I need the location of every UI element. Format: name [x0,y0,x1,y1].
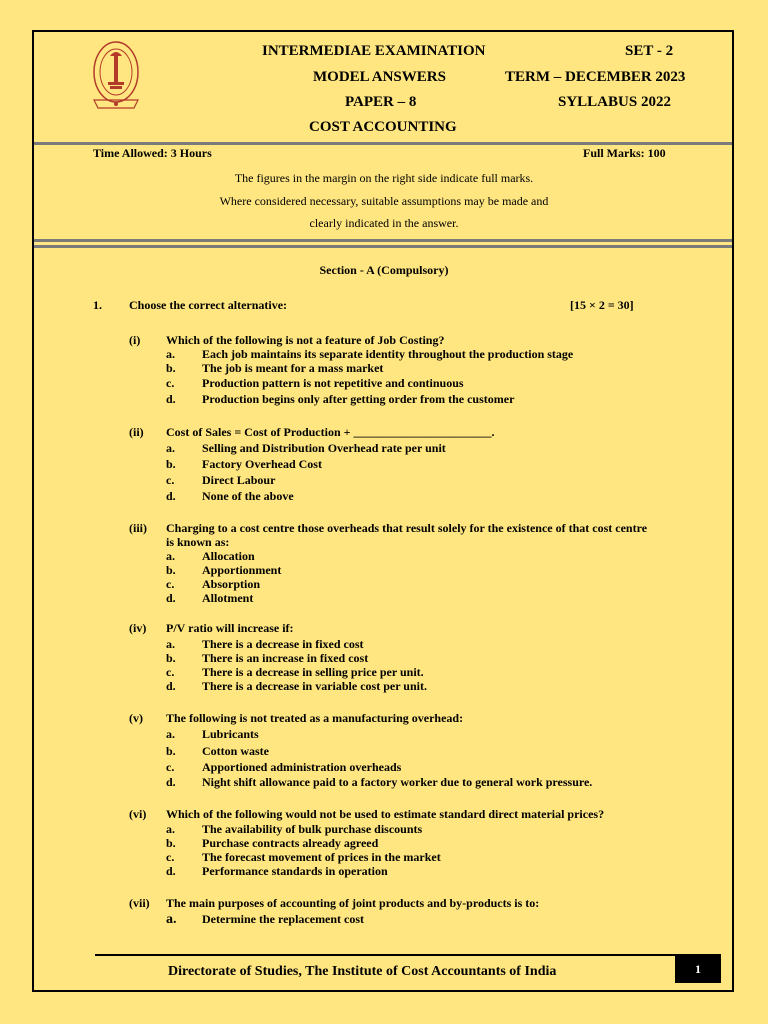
instruction-line-3: clearly indicated in the answer. [309,216,459,230]
subquestion-text: P/V ratio will increase if: [166,621,294,635]
option-text: Absorption [202,577,261,591]
option-letter: c. [166,665,175,679]
option-text: The job is meant for a mass market [202,361,384,375]
option-letter: d. [166,679,176,693]
exam-title: INTERMEDIAE EXAMINATION [262,43,486,59]
option-text: Lubricants [202,727,259,741]
option-letter: c. [166,473,175,487]
option-letter: a. [166,637,175,651]
option-letter: c. [166,376,175,390]
subquestion-number: (v) [129,711,143,725]
option-text: Production begins only after getting order from the customer [202,392,515,406]
paper-label: PAPER – 8 [345,94,417,110]
meta-divider-2 [34,245,732,248]
option-letter: d. [166,864,176,878]
option-text: Each job maintains its separate identity throughout the production stage [202,347,574,361]
option-text: There is an increase in fixed cost [202,651,369,665]
option-letter: a. [166,441,175,455]
section-title: Section - A (Compulsory) [319,263,449,277]
option-text: There is a decrease in fixed cost [202,637,364,651]
term-label: TERM – DECEMBER 2023 [505,69,686,85]
option-text: There is a decrease in selling price per unit. [202,665,424,679]
option-letter: b. [166,651,176,665]
subquestion-text-cont: is known as: [166,535,230,549]
option-letter: c. [166,850,175,864]
subquestion-number: (vii) [129,896,150,910]
option-letter: a. [166,549,175,563]
option-text: Purchase contracts already agreed [202,836,379,850]
option-text: None of the above [202,489,294,503]
subquestion-text: Which of the following would not be used to estimate standard direct material prices? [166,807,605,821]
option-text: There is a decrease in variable cost per unit. [202,679,427,693]
page-number: 1 [675,955,721,983]
option-text: Determine the replacement cost [202,912,365,926]
instruction-line-1: The figures in the margin on the right side indicate full marks. [234,171,534,185]
question-number: 1. [93,298,102,312]
subquestion-number: (iii) [129,521,147,535]
option-letter: a. [166,822,175,836]
option-letter: a. [166,727,175,741]
subquestion-number: (vi) [129,807,147,821]
option-letter: d. [166,591,176,605]
option-letter: b. [166,744,176,758]
option-text: Apportioned administration overheads [202,760,402,774]
institute-logo [90,38,142,114]
model-answers-title: MODEL ANSWERS [313,69,446,85]
meta-divider-1 [34,239,732,242]
subquestion-number: (iv) [129,621,147,635]
option-letter: d. [166,775,176,789]
subquestion-text: Cost of Sales = Cost of Production + _______________________. [166,425,495,439]
subquestion-text: Which of the following is not a feature of Job Costing? [166,333,445,347]
footer-text: Directorate of Studies, The Institute of Cost Accountants of India [168,964,557,979]
option-letter: a. [166,347,175,361]
option-letter: a. [166,912,177,927]
option-letter: b. [166,457,176,471]
option-letter: b. [166,563,176,577]
option-text: Direct Labour [202,473,276,487]
subquestion-text: The following is not treated as a manufacturing overhead: [166,711,464,725]
option-letter: c. [166,577,175,591]
subject-title: COST ACCOUNTING [309,119,457,135]
time-allowed: Time Allowed: 3 Hours [93,146,212,160]
option-letter: b. [166,361,176,375]
question-prompt: Choose the correct alternative: [129,298,288,312]
option-text: Allocation [202,549,255,563]
subquestion-number: (ii) [129,425,144,439]
full-marks: Full Marks: 100 [583,146,666,160]
option-text: Allotment [202,591,254,605]
option-letter: d. [166,489,176,503]
option-text: Night shift allowance paid to a factory worker due to general work pressure. [202,775,593,789]
subquestion-text: Charging to a cost centre those overheads that result solely for the existence of that cost centre [166,521,648,535]
option-letter: d. [166,392,176,406]
option-text: The forecast movement of prices in the market [202,850,441,864]
option-letter: b. [166,836,176,850]
syllabus-label: SYLLABUS 2022 [558,94,671,110]
option-text: Selling and Distribution Overhead rate per unit [202,441,446,455]
option-text: Cotton waste [202,744,269,758]
subquestion-number: (i) [129,333,141,347]
set-label: SET - 2 [625,43,674,59]
subquestion-text: The main purposes of accounting of joint products and by-products is to: [166,896,540,910]
option-text: The availability of bulk purchase discounts [202,822,423,836]
option-text: Production pattern is not repetitive and continuous [202,376,464,390]
question-marks: [15 × 2 = 30] [570,298,634,312]
option-text: Performance standards in operation [202,864,388,878]
header-divider [34,142,732,145]
instruction-line-2: Where considered necessary, suitable assumptions may be made and [219,194,549,208]
footer-rule [95,954,721,956]
option-text: Factory Overhead Cost [202,457,322,471]
option-text: Apportionment [202,563,282,577]
option-letter: c. [166,760,175,774]
